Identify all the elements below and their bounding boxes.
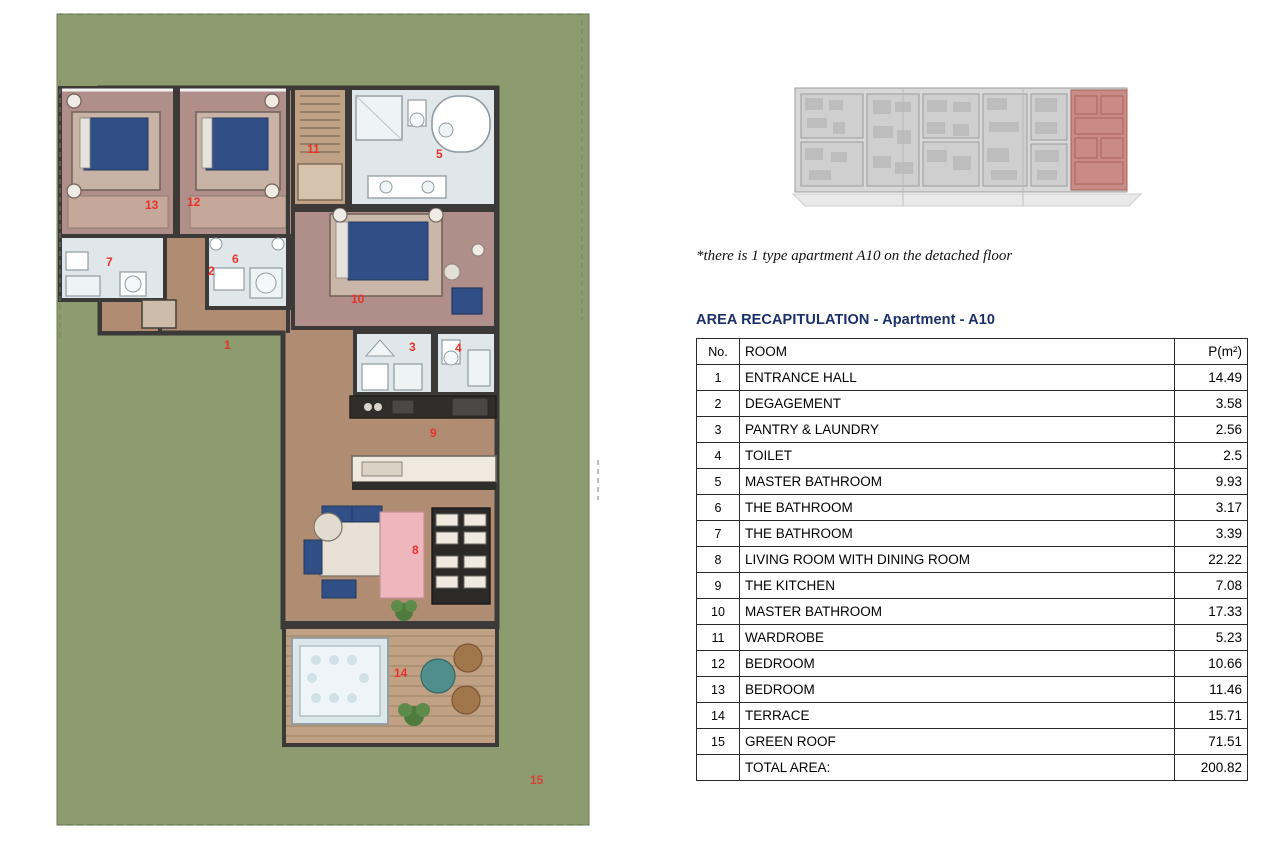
table-row	[697, 417, 1248, 443]
row-area: 2.5	[1175, 443, 1248, 469]
table-row	[697, 703, 1248, 729]
row-no: 5	[697, 469, 740, 495]
row-no: 1	[697, 365, 740, 391]
plan-label-8: 8	[412, 543, 419, 557]
header-area: P(m²)	[1175, 339, 1248, 365]
row-room: ENTRANCE HALL	[740, 365, 1175, 391]
row-no: 6	[697, 495, 740, 521]
table-row	[697, 443, 1248, 469]
row-no: 2	[697, 391, 740, 417]
area-table-container	[696, 338, 1248, 781]
row-room: THE BATHROOM	[740, 495, 1175, 521]
pantry-laundry-3	[355, 332, 433, 394]
bedroom-12	[178, 88, 288, 236]
row-room: DEGAGEMENT	[740, 391, 1175, 417]
toilet-4	[436, 332, 496, 394]
row-no: 15	[697, 729, 740, 755]
header-room: ROOM	[740, 339, 1175, 365]
row-area: 3.58	[1175, 391, 1248, 417]
row-area: 22.22	[1175, 547, 1248, 573]
table-row	[697, 599, 1248, 625]
row-area: 200.82	[1175, 755, 1248, 781]
row-room: BEDROOM	[740, 651, 1175, 677]
table-row	[697, 521, 1248, 547]
table-row	[697, 365, 1248, 391]
plan-label-6: 6	[232, 252, 239, 266]
row-room: PANTRY & LAUNDRY	[740, 417, 1175, 443]
table-row	[697, 547, 1248, 573]
header-no: No.	[697, 339, 740, 365]
row-room: TOILET	[740, 443, 1175, 469]
key-plan-thumbnail	[785, 78, 1150, 210]
plan-label-9: 9	[430, 426, 437, 440]
table-row	[697, 651, 1248, 677]
plan-label-2: 2	[208, 264, 215, 278]
row-no: 3	[697, 417, 740, 443]
row-area: 9.93	[1175, 469, 1248, 495]
info-panel	[660, 0, 1280, 839]
row-area: 15.71	[1175, 703, 1248, 729]
row-area: 5.23	[1175, 625, 1248, 651]
plan-label-11: 11	[307, 142, 320, 156]
row-area: 3.39	[1175, 521, 1248, 547]
table-row	[697, 677, 1248, 703]
row-room: TERRACE	[740, 703, 1175, 729]
row-room: MASTER BATHROOM	[740, 599, 1175, 625]
plan-label-10: 10	[351, 292, 365, 306]
plan-label-12: 12	[187, 195, 201, 209]
apartment-note: *there is 1 type apartment A10 on the detached floor	[696, 248, 1013, 264]
row-room: GREEN ROOF	[740, 729, 1175, 755]
row-area: 2.56	[1175, 417, 1248, 443]
bathroom-6	[207, 236, 289, 308]
row-no: 9	[697, 573, 740, 599]
row-room: TOTAL AREA:	[740, 755, 1175, 781]
row-room: LIVING ROOM WITH DINING ROOM	[740, 547, 1175, 573]
row-area: 11.46	[1175, 677, 1248, 703]
row-room: THE BATHROOM	[740, 521, 1175, 547]
row-area: 7.08	[1175, 573, 1248, 599]
area-recapitulation-title: AREA RECAPITULATION - Apartment - A10	[696, 312, 996, 328]
row-no: 4	[697, 443, 740, 469]
table-row	[697, 729, 1248, 755]
row-no: 14	[697, 703, 740, 729]
row-area: 10.66	[1175, 651, 1248, 677]
table-row	[697, 625, 1248, 651]
plan-label-5: 5	[436, 147, 443, 161]
row-area: 71.51	[1175, 729, 1248, 755]
area-table-body	[697, 365, 1248, 781]
row-no: 8	[697, 547, 740, 573]
row-area: 17.33	[1175, 599, 1248, 625]
plan-label-4: 4	[455, 341, 462, 355]
row-room: THE KITCHEN	[740, 573, 1175, 599]
row-no: 12	[697, 651, 740, 677]
row-no	[697, 755, 740, 781]
row-no: 13	[697, 677, 740, 703]
table-row	[697, 495, 1248, 521]
master-bathroom-5	[350, 88, 496, 206]
row-room: BEDROOM	[740, 677, 1175, 703]
plan-label-3: 3	[409, 340, 416, 354]
bedroom-13	[60, 88, 175, 236]
plan-label-7: 7	[106, 255, 113, 269]
row-no: 10	[697, 599, 740, 625]
row-room: WARDROBE	[740, 625, 1175, 651]
row-room: MASTER BATHROOM	[740, 469, 1175, 495]
key-plan-highlight-a10	[1071, 90, 1127, 190]
plan-label-15: 15	[530, 773, 544, 787]
row-area: 14.49	[1175, 365, 1248, 391]
terrace-14	[284, 627, 497, 745]
plan-label-1: 1	[224, 338, 231, 352]
table-row	[697, 391, 1248, 417]
row-no: 11	[697, 625, 740, 651]
row-no: 7	[697, 521, 740, 547]
plan-label-14: 14	[394, 666, 408, 680]
row-area: 3.17	[1175, 495, 1248, 521]
table-row	[697, 469, 1248, 495]
area-table-head	[697, 339, 1248, 365]
master-bedroom-10	[293, 208, 496, 328]
key-plan-drawing	[785, 78, 1150, 210]
area-recapitulation-table	[696, 338, 1248, 781]
wardrobe-11	[293, 88, 347, 206]
plan-label-13: 13	[145, 198, 159, 212]
hall-cabinet	[142, 300, 176, 328]
area-table-header-row	[697, 339, 1248, 365]
table-row	[697, 573, 1248, 599]
table-row-total	[697, 755, 1248, 781]
